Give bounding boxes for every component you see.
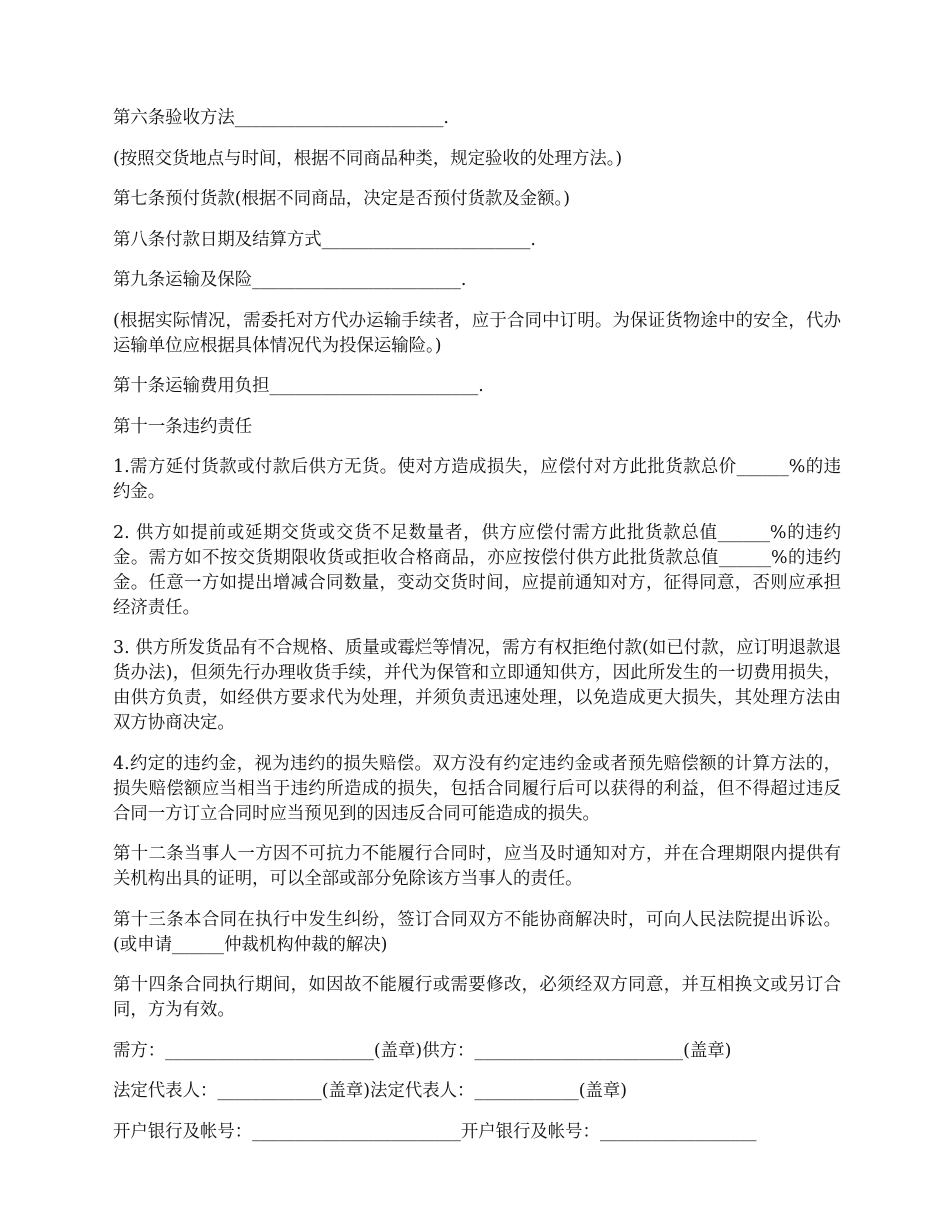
clause-11-heading: 第十一条违约责任 <box>113 416 253 437</box>
clause-8-payment-date: 第八条付款日期及结算方式________________________. <box>113 229 536 250</box>
clause-14-modification: 第十四条合同执行期间，如因故不能履行或需要修改，必须经双方同意，并互相换文或另订合同，方为有效。 <box>113 975 841 1020</box>
clause-12-force-majeure: 第十二条当事人一方因不可抗力不能履行合同时，应当及时通知对方，并在合理期限内提供有关机构出具的证明，可以全部或部分免除该方当事人的责任。 <box>113 844 841 889</box>
signature-parties: 需方：________________________(盖章)供方：________________________(盖章) <box>113 1040 732 1061</box>
clause-13-disputes: 第十三条本合同在执行中发生纠纷，签订合同双方不能协商解决时，可向人民法院提出诉讼。(或申请______仲裁机构仲裁的解决) <box>113 909 841 955</box>
clause-6-note: (按照交货地点与时间，根据不同商品种类，规定验收的处理方法。) <box>113 148 623 169</box>
clause-9-transport-insurance: 第九条运输及保险________________________. <box>113 270 467 290</box>
clause-11-item-4: 4.约定的违约金，视为违约的损失赔偿。双方没有约定违约金或者预先赔偿额的计算方法的，损失赔偿额应当相当于违约所造成的损失，包括合同履行后可以获得的利益，但不得超过违反合同一方订立合同时应当预见到的因违反合同可能造成的损失。 <box>113 753 841 824</box>
clause-6-acceptance-method: 第六条验收方法________________________. <box>113 108 449 128</box>
clause-11-item-3: 3. 供方所发货品有不合规格、质量或霉烂等情况，需方有权拒绝付款(如已付款，应订明退款退货办法)，但须先行办理收货手续，并代为保管和立即通知供方，因此所发生的一切费用损失，由供方负责，如经供方要求代为处理，并须负责迅速处理，以免造成更大损失，其处理方法由双方协商决定。 <box>113 638 841 733</box>
signature-bank-accounts: 开户银行及帐号：________________________开户银行及帐号：__________________ <box>113 1121 757 1142</box>
clause-11-item-2: 2. 供方如提前或延期交货或交货不足数量者，供方应偿付需方此批货款总值______%的违约金。需方如不按交货期限收货或拒收合格商品，亦应按偿付供方此批货款总值______%的违约金。任意一方如提出增减合同数量，变动交货时间，应提前通知对方，征得同意，否则应承担经济责任。 <box>113 522 841 618</box>
document-page <box>113 106 841 1160</box>
clause-7-prepayment: 第七条预付货款(根据不同商品，决定是否预付货款及金额。) <box>113 189 571 209</box>
signature-representatives: 法定代表人：____________(盖章)法定代表人：____________(盖章) <box>113 1081 628 1101</box>
clause-11-item-1: 1.需方延付货款或付款后供方无货。使对方造成损失，应偿付对方此批货款总价______%的违约金。 <box>113 457 841 502</box>
clause-10-transport-cost: 第十条运输费用负担________________________. <box>113 376 484 396</box>
clause-9-note: (根据实际情况，需委托对方代办运输手续者，应于合同中订明。为保证货物途中的安全，代办运输单位应根据具体情况代为投保运输险。) <box>113 310 841 356</box>
